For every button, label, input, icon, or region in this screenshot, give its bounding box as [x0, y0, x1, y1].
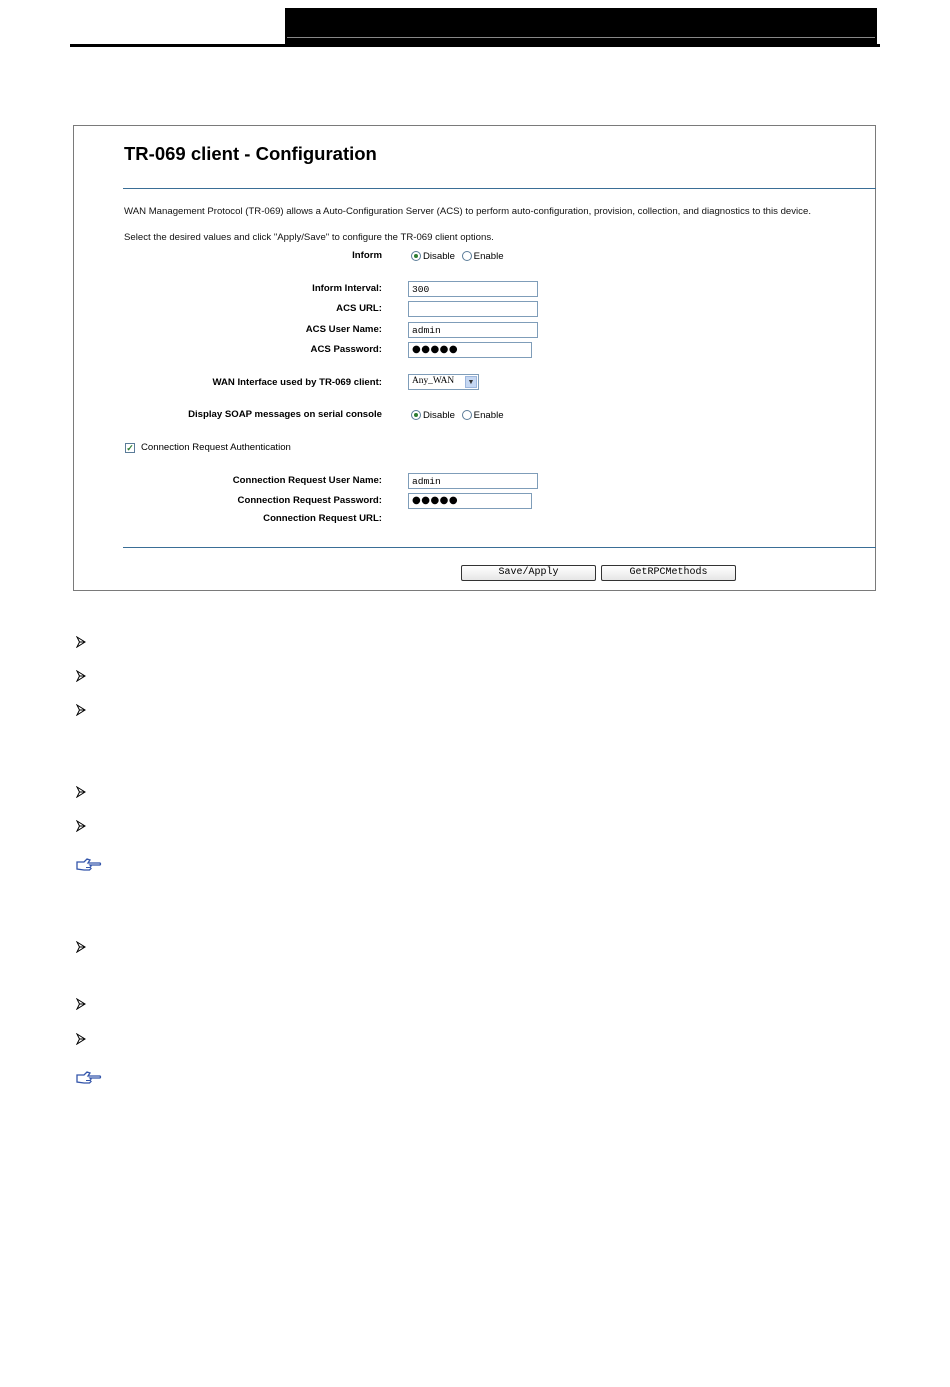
- conn-req-auth-checkbox[interactable]: ✓: [126, 443, 134, 453]
- instruction-text: Select the desired values and click "Apply/Save" to configure the TR-069 client options.: [124, 232, 494, 243]
- bottom-divider: [123, 547, 876, 548]
- arrow-bullet-icon: [76, 704, 86, 716]
- header-bar-inner-line: [287, 37, 875, 38]
- description-text: WAN Management Protocol (TR-069) allows a Auto-Configuration Server (ACS) to perform auto-configuration, provision, collection, and diagnostics to this device.: [124, 206, 811, 217]
- conn-req-user-label: Connection Request User Name:: [232, 475, 382, 486]
- chevron-down-icon[interactable]: ▼: [465, 376, 477, 388]
- conn-req-password-label: Connection Request Password:: [237, 495, 382, 506]
- inform-label: Inform: [352, 250, 382, 261]
- soap-enable-label: Enable: [473, 410, 504, 421]
- arrow-bullet-icon: [76, 670, 86, 682]
- acs-url-input[interactable]: [408, 301, 538, 317]
- soap-radio-group: [411, 410, 508, 421]
- conn-req-password-input[interactable]: ●●●●●: [408, 493, 532, 509]
- soap-enable-radio[interactable]: [462, 410, 472, 420]
- inform-enable-radio[interactable]: [462, 251, 472, 261]
- pointing-hand-icon: [76, 1071, 102, 1085]
- save-apply-button[interactable]: Save/Apply: [461, 565, 596, 581]
- arrow-bullet-icon: [76, 820, 86, 832]
- inform-interval-label: Inform Interval:: [312, 283, 382, 294]
- arrow-bullet-icon: [76, 786, 86, 798]
- acs-url-label: ACS URL:: [336, 303, 382, 314]
- arrow-bullet-icon: [76, 998, 86, 1010]
- soap-disable-label: Disable: [423, 410, 455, 421]
- header-rule: [70, 44, 880, 47]
- get-rpc-methods-button[interactable]: GetRPCMethods: [601, 565, 736, 581]
- pointing-hand-icon: [76, 858, 102, 872]
- wan-interface-select[interactable]: [408, 374, 479, 390]
- acs-password-input[interactable]: ●●●●●: [408, 342, 532, 358]
- arrow-bullet-icon: [76, 636, 86, 648]
- header-bar: [285, 8, 877, 44]
- acs-user-name-input[interactable]: admin: [408, 322, 538, 338]
- acs-password-label: ACS Password:: [310, 344, 382, 355]
- inform-enable-label: Enable: [473, 251, 504, 262]
- arrow-bullet-icon: [76, 1033, 86, 1045]
- soap-disable-radio[interactable]: [411, 410, 421, 420]
- inform-disable-label: Disable: [423, 251, 455, 262]
- conn-req-user-input[interactable]: admin: [408, 473, 538, 489]
- inform-radio-group: [411, 251, 508, 262]
- inform-interval-input[interactable]: 300: [408, 281, 538, 297]
- top-divider: [123, 188, 876, 189]
- config-panel: [73, 125, 876, 591]
- soap-messages-label: Display SOAP messages on serial console: [188, 409, 382, 420]
- conn-req-auth-label: Connection Request Authentication: [141, 442, 291, 453]
- arrow-bullet-icon: [76, 941, 86, 953]
- acs-user-name-label: ACS User Name:: [305, 324, 382, 335]
- wan-interface-value: Any_WAN: [412, 376, 455, 386]
- page-title: TR-069 client - Configuration: [124, 143, 377, 164]
- wan-interface-label: WAN Interface used by TR-069 client:: [212, 377, 382, 388]
- inform-disable-radio[interactable]: [411, 251, 421, 261]
- conn-req-url-label: Connection Request URL:: [263, 513, 382, 524]
